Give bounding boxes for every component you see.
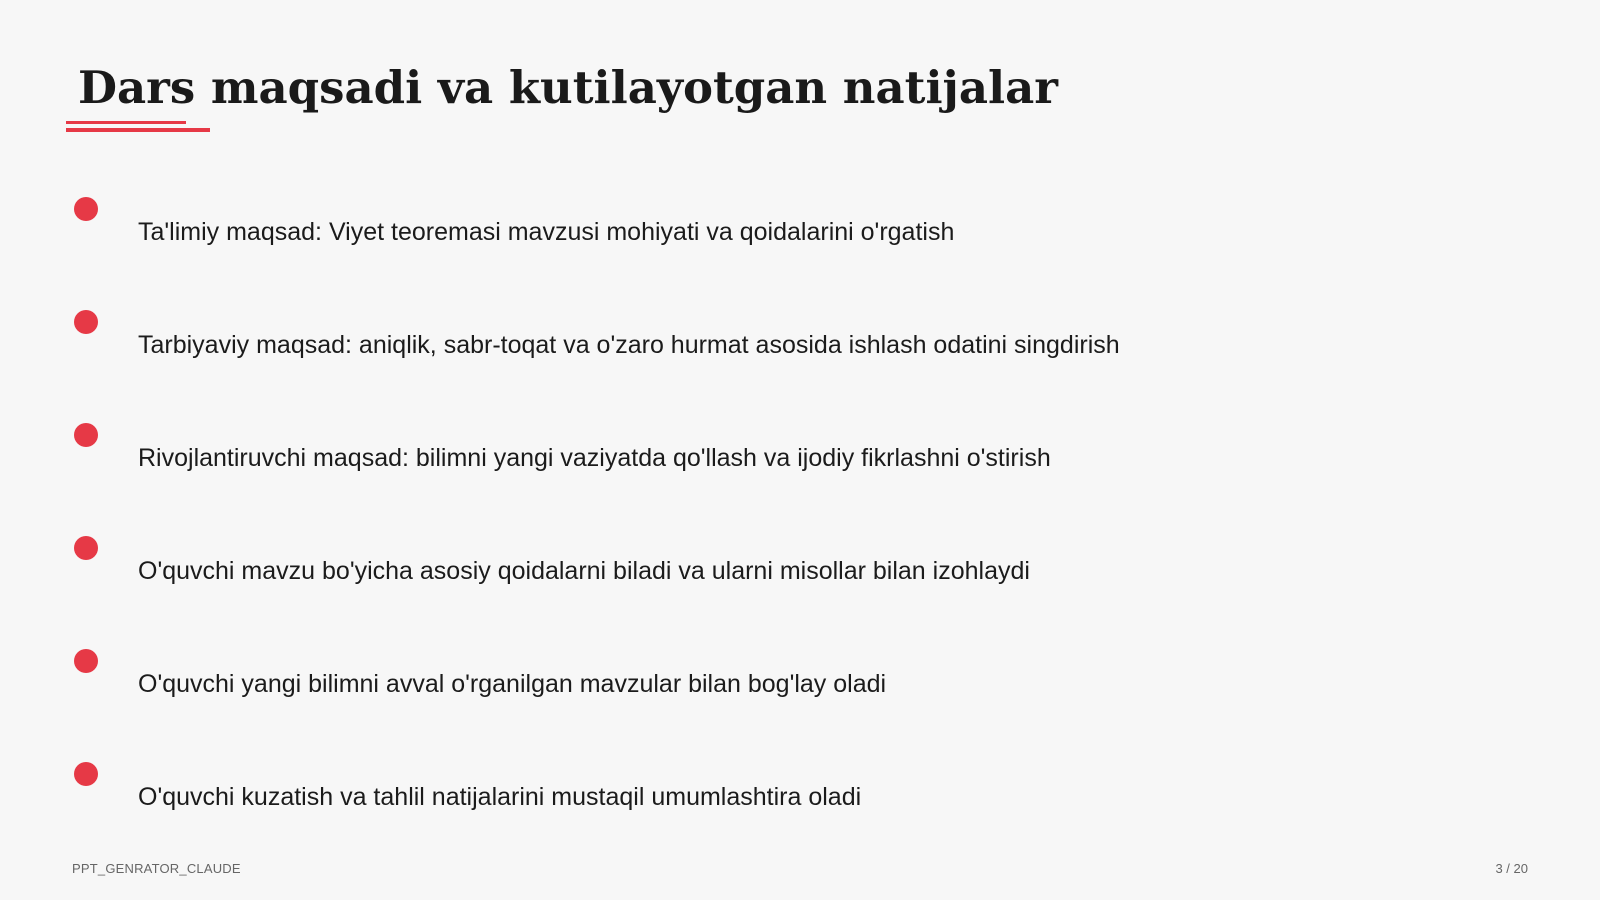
bullet-dot-icon xyxy=(74,762,98,786)
bullet-text: Tarbiyaviy maqsad: aniqlik, sabr-toqat va o'zaro hurmat asosida ishlash odatini singdirish xyxy=(138,331,1120,359)
bullet-item xyxy=(0,423,1600,523)
bullet-text: Ta'limiy maqsad: Viyet teoremasi mavzusi mohiyati va qoidalarini o'rgatish xyxy=(138,218,955,246)
bullet-item xyxy=(0,197,1600,297)
footer-brand: PPT_GENRATOR_CLAUDE xyxy=(72,861,241,876)
bullet-text: O'quvchi mavzu bo'yicha asosiy qoidalarni biladi va ularni misollar bilan izohlaydi xyxy=(138,557,1030,585)
bullet-item xyxy=(0,536,1600,636)
bullet-dot-icon xyxy=(74,649,98,673)
bullet-text: O'quvchi yangi bilimni avval o'rganilgan mavzular bilan bog'lay oladi xyxy=(138,670,887,698)
bullet-dot-icon xyxy=(74,536,98,560)
bullet-text: Rivojlantiruvchi maqsad: bilimni yangi vaziyatda qo'llash va ijodiy fikrlashni o'stirish xyxy=(138,444,1051,472)
bullet-item xyxy=(0,762,1600,862)
bullet-dot-icon xyxy=(74,197,98,221)
bullet-dot-icon xyxy=(74,310,98,334)
slide-title: Dars maqsadi va kutilayotgan natijalar xyxy=(78,61,1058,114)
page-indicator: 3 / 20 xyxy=(1495,861,1528,876)
bullet-text: O'quvchi kuzatish va tahlil natijalarini mustaqil umumlashtira oladi xyxy=(138,783,862,811)
bullet-dot-icon xyxy=(74,423,98,447)
bullet-item xyxy=(0,310,1600,410)
bullet-item xyxy=(0,649,1600,749)
